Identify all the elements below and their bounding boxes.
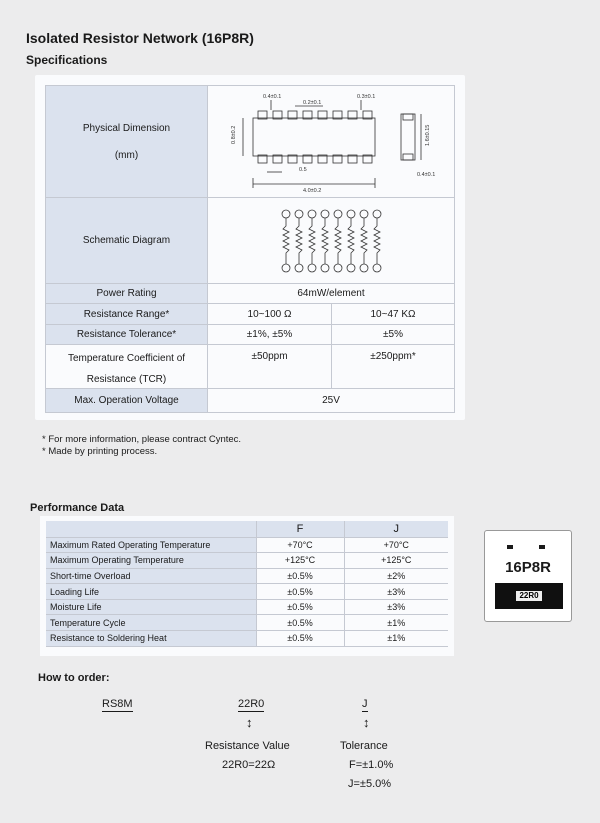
resistor-elements bbox=[282, 210, 381, 272]
physical-dimension-cell bbox=[46, 86, 208, 198]
section-title-specifications: Specifications bbox=[26, 53, 108, 67]
chip-part-label: 16P8R bbox=[505, 559, 551, 576]
table-row bbox=[46, 631, 448, 647]
schematic-cell bbox=[208, 198, 455, 284]
row-value-f: ±0.5% bbox=[256, 568, 344, 584]
dim-height: 0.8±0.2 bbox=[231, 125, 237, 144]
row-value-f: ±0.5% bbox=[256, 599, 344, 615]
body-outline bbox=[253, 118, 375, 156]
row-label: Maximum Operating Temperature bbox=[46, 553, 256, 569]
tcr-label-line-1: Temperature Coefficient of bbox=[67, 352, 186, 364]
order-resistance-code bbox=[238, 698, 264, 710]
dim-body-length: 4.0±0.2 bbox=[303, 187, 322, 194]
section-title-how-to-order: How to order: bbox=[38, 672, 110, 684]
tcr-value-a: ±50ppm bbox=[208, 345, 332, 389]
resistance-tolerance-label: Resistance Tolerance* bbox=[46, 325, 208, 345]
row-value-j: ±2% bbox=[344, 568, 448, 584]
column-header-f: F bbox=[256, 521, 344, 537]
specifications-table bbox=[45, 85, 455, 413]
physical-dimension-label: Physical Dimension bbox=[82, 122, 171, 134]
row-value-j: +125°C bbox=[344, 553, 448, 569]
performance-header-row bbox=[46, 521, 448, 537]
row-value-j: ±3% bbox=[344, 584, 448, 600]
row-label: Moisture Life bbox=[46, 599, 256, 615]
performance-table bbox=[46, 521, 448, 647]
resistance-range-label: Resistance Range* bbox=[46, 304, 208, 325]
dim-lead-spacing: 0.5 bbox=[299, 166, 307, 173]
dim-side-bottom: 0.4±0.1 bbox=[417, 171, 436, 178]
row-label: Maximum Rated Operating Temperature bbox=[46, 537, 256, 553]
table-row bbox=[46, 599, 448, 615]
note-printing-process: * Made by printing process. bbox=[42, 446, 158, 457]
row-value-j: ±1% bbox=[344, 631, 448, 647]
chip-photo bbox=[484, 530, 572, 622]
resistance-tolerance-a: ±1%, ±5% bbox=[208, 325, 332, 345]
tcr-label-line-2: Resistance (TCR) bbox=[86, 373, 167, 385]
row-label: Short-time Overload bbox=[46, 568, 256, 584]
max-voltage-value: 25V bbox=[208, 389, 455, 413]
dim-side-height: 1.6±0.15 bbox=[425, 124, 431, 146]
order-part-code-text: RS8M bbox=[102, 698, 133, 710]
updown-arrow-icon: ↕ bbox=[246, 715, 253, 730]
power-rating-value: 64mW/element bbox=[208, 284, 455, 304]
tolerance-f: F=±1.0% bbox=[349, 759, 394, 771]
physical-dimension-drawing-cell bbox=[208, 86, 455, 198]
order-resistance-code-text: 22R0 bbox=[238, 698, 265, 710]
order-tolerance-code bbox=[362, 698, 368, 710]
dim-pitch-top: 0.4±0.1 bbox=[263, 93, 282, 100]
note-more-info: * For more information, please contract Cyntec. bbox=[42, 434, 242, 445]
row-value-f: ±0.5% bbox=[256, 631, 344, 647]
chip-marker bbox=[507, 545, 513, 549]
resistance-range-b: 10~47 KΩ bbox=[332, 304, 455, 325]
chip-marker bbox=[539, 545, 545, 549]
specifications-panel bbox=[35, 75, 465, 420]
max-voltage-label: Max. Operation Voltage bbox=[46, 389, 208, 413]
side-view bbox=[401, 114, 415, 160]
dimension-drawing bbox=[211, 88, 451, 196]
schematic-label: Schematic Diagram bbox=[82, 235, 171, 246]
row-value-j: +70°C bbox=[344, 537, 448, 553]
resistance-value-example: 22R0=22Ω bbox=[222, 759, 276, 771]
chip-body bbox=[495, 583, 563, 609]
table-row bbox=[46, 584, 448, 600]
schematic-diagram bbox=[280, 208, 390, 274]
dim-lead-width: 0.2±0.1 bbox=[303, 99, 322, 106]
row-value-j: ±3% bbox=[344, 599, 448, 615]
table-row bbox=[46, 537, 448, 553]
physical-dimension-unit: (mm) bbox=[114, 149, 139, 161]
tolerance-j: J=±5.0% bbox=[348, 778, 392, 790]
updown-arrow-icon: ↕ bbox=[363, 715, 370, 730]
row-value-f: +125°C bbox=[256, 553, 344, 569]
tcr-value-b: ±250ppm* bbox=[332, 345, 455, 389]
table-row bbox=[46, 568, 448, 584]
page-title: Isolated Resistor Network (16P8R) bbox=[26, 30, 254, 46]
tcr-label-cell bbox=[46, 345, 208, 389]
row-label: Temperature Cycle bbox=[46, 615, 256, 631]
chip-marking-code: 22R0 bbox=[516, 591, 542, 601]
row-label: Loading Life bbox=[46, 584, 256, 600]
dim-side-top: 0.3±0.1 bbox=[357, 93, 376, 100]
table-row bbox=[46, 615, 448, 631]
row-label: Resistance to Soldering Heat bbox=[46, 631, 256, 647]
power-rating-label: Power Rating bbox=[46, 284, 208, 304]
column-header-j: J bbox=[344, 521, 448, 537]
tolerance-caption: Tolerance bbox=[340, 740, 388, 752]
order-tolerance-code-text: J bbox=[362, 698, 368, 710]
resistance-value-caption: Resistance Value bbox=[205, 740, 290, 752]
resistance-range-a: 10~100 Ω bbox=[208, 304, 332, 325]
row-value-f: +70°C bbox=[256, 537, 344, 553]
performance-panel bbox=[40, 516, 454, 656]
order-part-code bbox=[102, 698, 133, 710]
schematic-label-cell bbox=[46, 198, 208, 284]
section-title-performance: Performance Data bbox=[30, 502, 125, 514]
table-row bbox=[46, 553, 448, 569]
row-value-j: ±1% bbox=[344, 615, 448, 631]
resistance-tolerance-b: ±5% bbox=[332, 325, 455, 345]
row-value-f: ±0.5% bbox=[256, 584, 344, 600]
performance-header-blank bbox=[46, 521, 256, 537]
row-value-f: ±0.5% bbox=[256, 615, 344, 631]
